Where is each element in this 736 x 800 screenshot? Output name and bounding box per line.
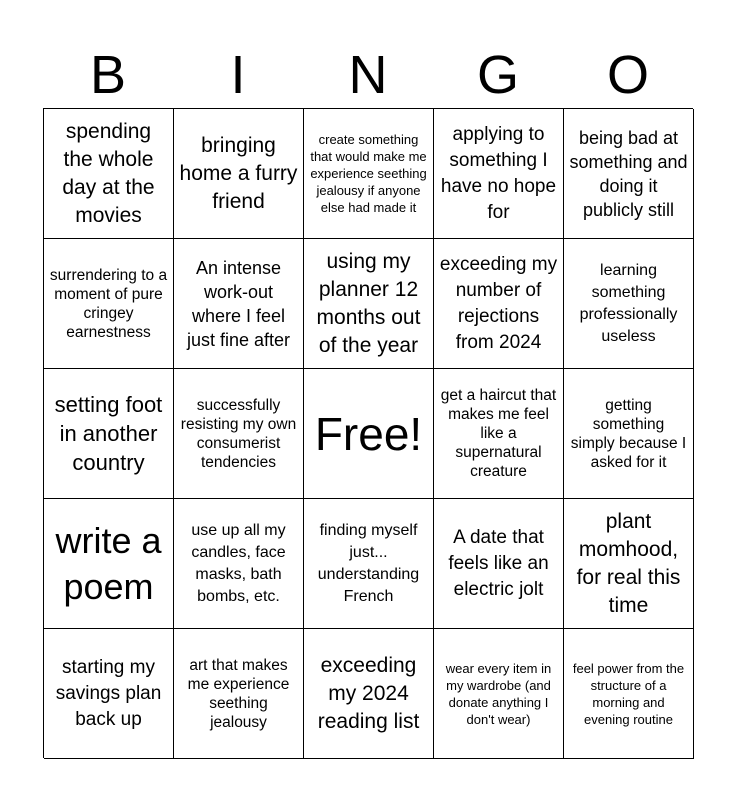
- cell-text: A date that feels like an electric jolt: [448, 526, 549, 600]
- cell-text: spending the whole day at the movies: [62, 119, 155, 227]
- bingo-cell-r2c2[interactable]: [174, 239, 304, 369]
- cell-text: wear every item in my wardrobe (and donate anything I don't wear): [445, 660, 552, 727]
- bingo-cell-r5c1[interactable]: [44, 629, 174, 759]
- bingo-cell-r5c3[interactable]: [304, 629, 434, 759]
- cell-text: surrendering to a moment of pure cringey earnestness: [49, 266, 168, 341]
- header-letter-i: I: [230, 45, 246, 105]
- bingo-cell-r1c5[interactable]: [564, 109, 694, 239]
- bingo-cell-r2c3[interactable]: [304, 239, 434, 369]
- header-letter-o: O: [606, 45, 649, 105]
- bingo-cell-r1c1[interactable]: [44, 109, 174, 239]
- bingo-cell-r1c4[interactable]: [434, 109, 564, 239]
- bingo-cell-r4c4[interactable]: [434, 499, 564, 629]
- bingo-cell-r4c2[interactable]: [174, 499, 304, 629]
- bingo-cell-r3c2[interactable]: [174, 369, 304, 499]
- cell-text: plant momhood, for real this time: [576, 509, 681, 617]
- cell-text: create something that would make me experience seething jealousy if anyone else had made it: [310, 132, 427, 215]
- bingo-cell-r3c5[interactable]: [564, 369, 694, 499]
- cell-text: feel power from the structure of a morning and evening routine: [572, 660, 685, 727]
- header-letter-n: N: [348, 45, 388, 105]
- bingo-cell-r3c3[interactable]: [304, 369, 434, 499]
- cell-text: being bad at something and doing it publicly still: [569, 127, 688, 220]
- cell-text: learning something professionally useless: [579, 261, 678, 345]
- bingo-cell-r2c5[interactable]: [564, 239, 694, 369]
- cell-text: getting something simply because I asked for it: [570, 396, 687, 471]
- cell-text: use up all my candles, face masks, bath bombs, etc.: [191, 521, 286, 605]
- cell-text: successfully resisting my own consumerist tendencies: [180, 396, 297, 471]
- header-letter-b: B: [89, 45, 127, 105]
- bingo-grid: [43, 108, 693, 758]
- bingo-cell-r1c3[interactable]: [304, 109, 434, 239]
- bingo-cell-r3c4[interactable]: [434, 369, 564, 499]
- cell-text: starting my savings plan back up: [55, 656, 162, 730]
- bingo-cell-r5c2[interactable]: [174, 629, 304, 759]
- cell-text: exceeding my number of rejections from 2024: [439, 253, 558, 353]
- cell-text: applying to something I have no hope for: [440, 123, 557, 223]
- bingo-header: [43, 42, 693, 108]
- cell-text: using my planner 12 months out of the year: [316, 249, 421, 357]
- bingo-cell-r2c4[interactable]: [434, 239, 564, 369]
- header-letter-g: G: [476, 45, 519, 105]
- cell-text: get a haircut that makes me feel like a supernatural creature: [440, 387, 557, 480]
- bingo-cell-r5c5[interactable]: [564, 629, 694, 759]
- cell-text: write a poem: [55, 519, 162, 607]
- bingo-cell-r4c1[interactable]: [44, 499, 174, 629]
- cell-text: art that makes me experience seething jealousy: [187, 656, 290, 731]
- cell-text: setting foot in another country: [54, 392, 163, 475]
- bingo-cell-r1c2[interactable]: [174, 109, 304, 239]
- cell-text: bringing home a furry friend: [179, 133, 298, 213]
- cell-text: An intense work-out where I feel just fine after: [186, 257, 291, 350]
- cell-text: exceeding my 2024 reading list: [317, 653, 420, 733]
- bingo-cell-r2c1[interactable]: [44, 239, 174, 369]
- bingo-cell-r5c4[interactable]: [434, 629, 564, 759]
- free-space-label: Free!: [314, 407, 423, 460]
- bingo-cell-r4c3[interactable]: [304, 499, 434, 629]
- cell-text: finding myself just... understanding French: [317, 521, 420, 605]
- bingo-cell-r4c5[interactable]: [564, 499, 694, 629]
- bingo-cell-r3c1[interactable]: [44, 369, 174, 499]
